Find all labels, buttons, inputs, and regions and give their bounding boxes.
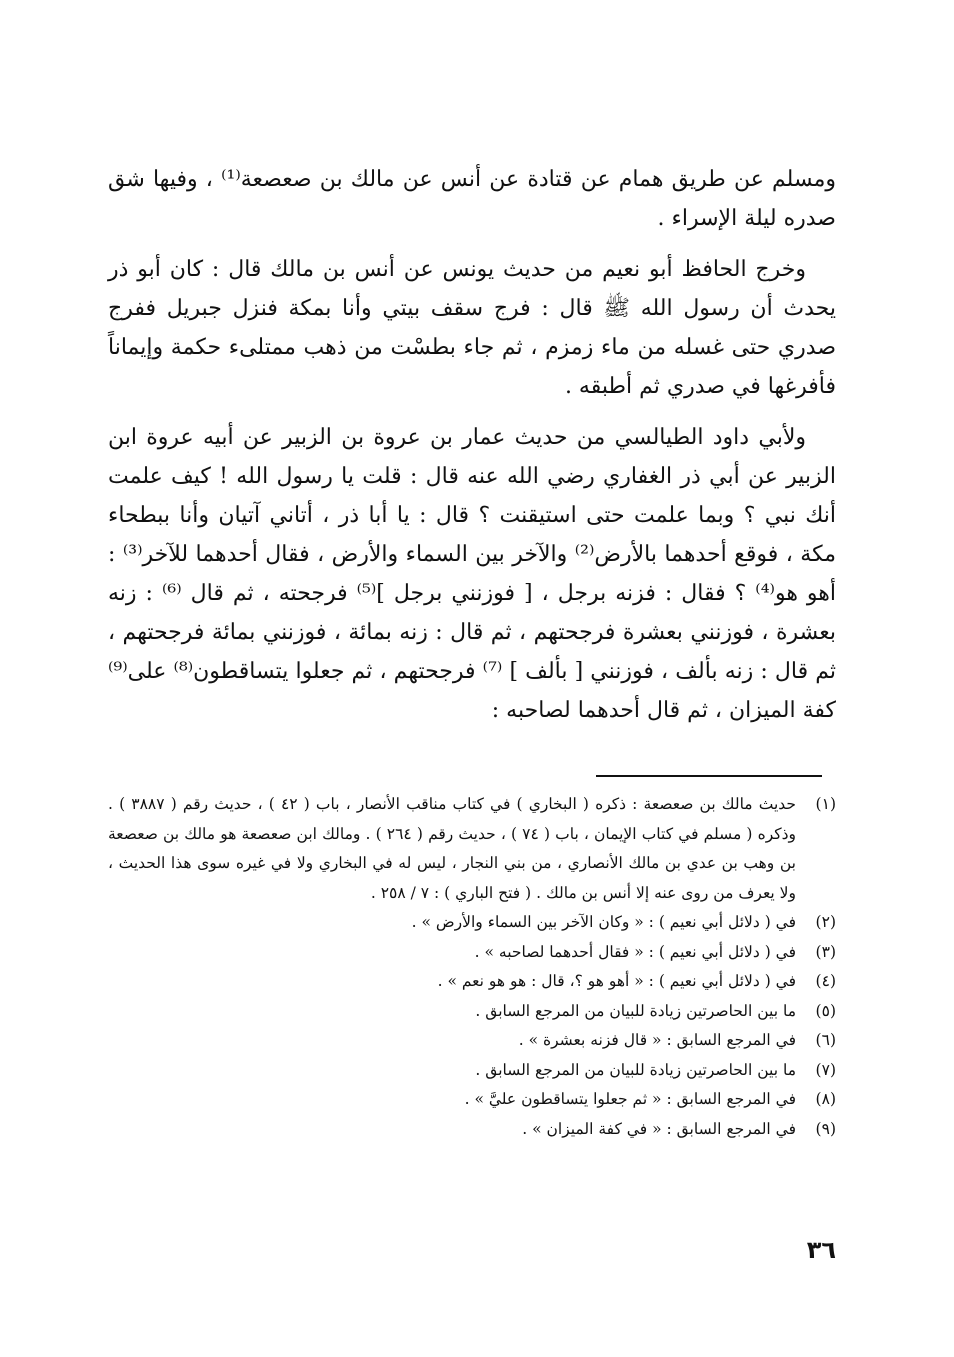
footnote-5 — [108, 997, 836, 1027]
footnote-4 — [108, 967, 836, 997]
footnote-number: (٥) — [815, 1001, 836, 1020]
footnote-text: في ( دلائل أبي نعيم ) : « فقال أحدهما لصاحبه » . — [474, 942, 796, 961]
footnote-number: (٦) — [815, 1031, 836, 1049]
footnote-text: في المرجع السابق : « ثم جعلوا يتساقطون عليَّ » . — [464, 1090, 796, 1108]
footnote-2 — [108, 908, 836, 938]
footnote-9 — [108, 1115, 836, 1145]
footnote-number: (١) — [815, 795, 836, 813]
footnote-text: في ( دلائل أبي نعيم ) : « أهو هو ؟، قال : هو هو نعم » . — [437, 972, 796, 990]
footnote-7 — [108, 1056, 836, 1086]
footnote-text: في المرجع السابق : « قال فزنه بعشرة » . — [518, 1031, 796, 1049]
footnote-6 — [108, 1026, 836, 1056]
footnote-text: حديث مالك بن صعصعة : ذكره ( البخاري ) في كتاب مناقب الأنصار ، باب ( ٤٢ ) ، حديث رقم ( ٣٨٨٧ ) . وذكره ( مسلم في كتاب الإيمان ، باب ( ٧٤ ) ، حديث رقم ( ٢٦٤ ) . ومالك ابن صعصعة هو مالك بن صعصعة بن وهب بن عدي بن مالك الأنصاري ، من بني النجار ، ليس له في البخاري ولا في غيره سوى هذا الحديث ، ولا يعرف من روى عنه إلا أنس بن مالك . ( فتح الباري ) : ٧ / ٢٥٨ . — [108, 795, 797, 902]
footnote-number: (٨) — [815, 1090, 836, 1108]
paragraph-2: وخرج الحافظ أبو نعيم من حديث يونس عن أنس بن مالك قال : كان أبو ذر يحدث أن رسول الله ﷺ قال : فرج سقف بيتي وأنا بمكة فنزل جبريل ففرج صدري حتى غسله من ماء زمزم ، ثم جاء بطسْت من ذهب ممتلىء حكمة وإيماناً فأفرغها في صدري ثم أطبقه . — [108, 257, 836, 399]
footnote-number: (٤) — [815, 972, 836, 990]
footnote-number: (٢) — [815, 913, 836, 931]
footnote-number: (٣) — [815, 942, 836, 961]
main-text — [108, 160, 836, 742]
footnote-text: في ( دلائل أبي نعيم ) : « وكان الآخر بين السماء والأرض » . — [411, 913, 796, 931]
footnotes — [108, 790, 836, 1144]
footnote-text: ما بين الحاصرتين زيادة للبيان من المرجع السابق . — [475, 1060, 796, 1079]
page-number: ٣٦ — [806, 1236, 836, 1264]
footnote-1 — [108, 790, 836, 908]
footnote-3 — [108, 938, 836, 968]
footnote-separator — [596, 775, 822, 777]
footnote-text: ما بين الحاصرتين زيادة للبيان من المرجع السابق . — [475, 1001, 796, 1020]
footnote-8 — [108, 1085, 836, 1115]
footnote-number: (٧) — [815, 1060, 836, 1079]
footnote-number: (٩) — [815, 1119, 836, 1138]
paragraph-1: ومسلم عن طريق همام عن قتادة عن أنس عن مالك بن صعصعة⁽¹⁾ ، وفيها شق صدره ليلة الإسراء . — [108, 167, 836, 231]
paragraph-3: ولأبي داود الطيالسي من حديث عمار بن عروة بن الزبير عن أبيه عروة ابن الزبير عن أبي ذر الغفاري رضي الله عنه قال : قلت يا رسول الله ! كيف علمت أنك نبي ؟ وبما علمت حتى استيقنت ؟ قال : يا أبا ذر ، أتاني آتيان وأنا ببطحاء مكة ، فوقع أحدهما بالأرض⁽²⁾ والآخر بين السماء والأرض ، فقال أحدهما للآخر⁽³⁾ : أهو هو⁽⁴⁾ ؟ فقال : فزنه برجل ، [ فوزنني برجل ]⁽⁵⁾ فرجحته ، ثم قال ⁽⁶⁾ : زنه بعشرة ، فوزنني بعشرة فرجحتهم ، ثم قال : زنه بمائة ، فوزنني بمائة فرجحتهم ، ثم قال : زنه بألف ، فوزنني [ بألف ] ⁽⁷⁾ فرجحتهم ، ثم جعلوا يتساقطون⁽⁸⁾ على⁽⁹⁾ كفة الميزان ، ثم قال أحدهما لصاحبه : — [108, 425, 837, 723]
footnote-text: في المرجع السابق : « في كفة الميزان » . — [522, 1119, 796, 1138]
